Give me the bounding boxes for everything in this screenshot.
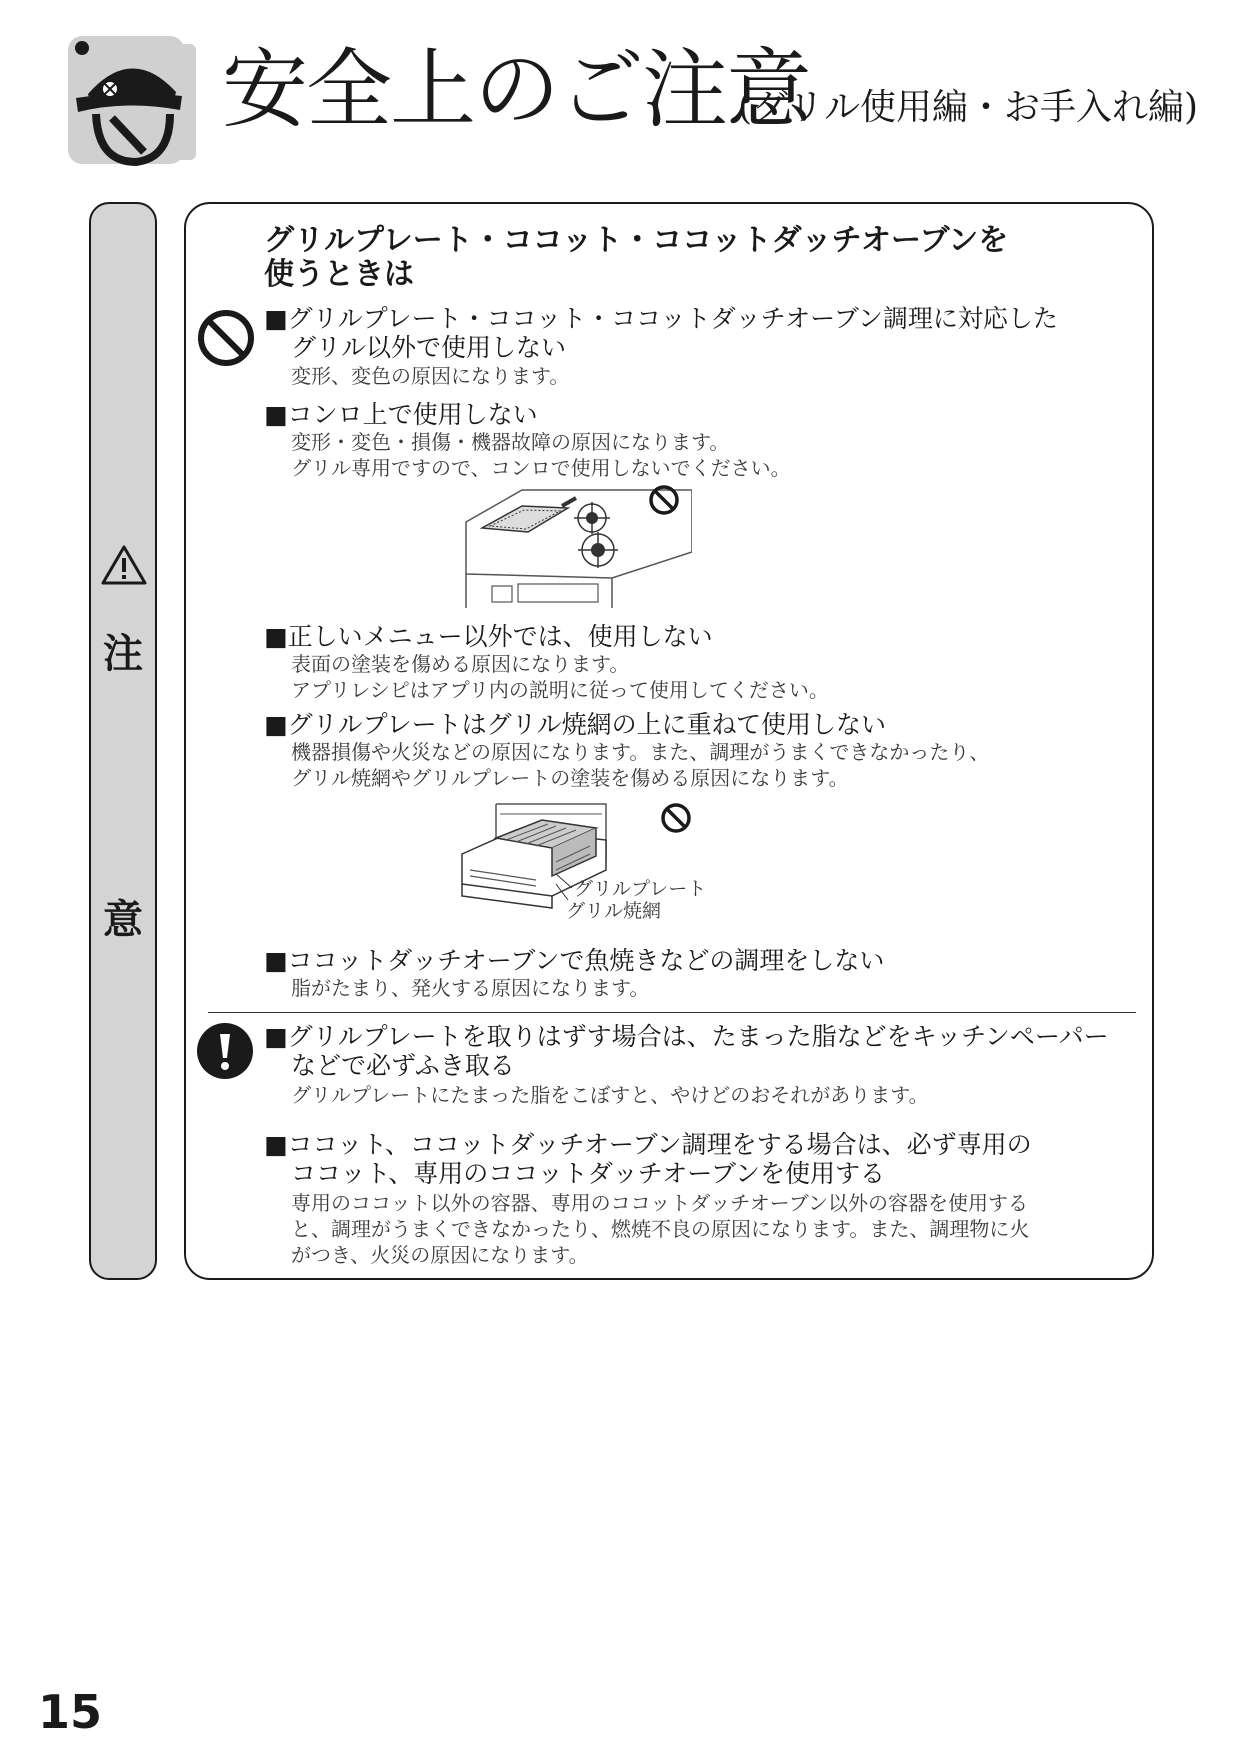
section-divider: [208, 1012, 1136, 1013]
caution-item-desc: 変形、変色の原因になります。: [291, 364, 570, 388]
side-tab-char: 意: [103, 897, 143, 943]
caution-item-desc: 表面の塗装を傷める原因になります。 アプリレシピはアプリ内の説明に従って使用してください。: [291, 652, 829, 702]
caution-item-desc: 機器損傷や火災などの原因になります。また、調理がうまくできなかったり、 グリル焼網やグリルプレートの塗装を傷める原因になります。: [291, 740, 990, 790]
caution-item-title: ■ココット、ココットダッチオーブン調理をする場合は、必ず専用の ココット、専用のココットダッチオーブンを使用する: [264, 1130, 1032, 1188]
caution-item-desc: 脂がたまり、発火する原因になります。: [291, 976, 650, 1000]
caution-item-title: ■ココットダッチオーブンで魚焼きなどの調理をしない: [264, 946, 885, 975]
side-tab: [89, 202, 157, 1280]
prohibited-icon: [660, 802, 692, 834]
warning-triangle-icon: [101, 544, 147, 586]
illustration-label: グリル焼網: [566, 900, 662, 922]
caution-item-desc: グリルプレートにたまった脂をこぼすと、やけどのおそれがあります。: [291, 1083, 929, 1107]
side-tab-char: 注: [103, 631, 143, 677]
chef-hat-icon: [66, 34, 198, 170]
page-number: 15: [38, 1685, 103, 1739]
illustration-label: グリルプレート: [574, 878, 707, 900]
caution-item-title: ■コンロ上で使用しない: [264, 400, 538, 429]
page-subtitle: (グリル使用編・お手入れ編): [738, 87, 1199, 128]
caution-item-title: ■グリルプレート・ココット・ココットダッチオーブン調理に対応した グリル以外で使用しない: [264, 304, 1058, 362]
section-heading: グリルプレート・ココット・ココットダッチオーブンを 使うときは: [264, 223, 1009, 292]
prohibited-icon: [648, 484, 680, 516]
caution-item-desc: 変形・変色・損傷・機器故障の原因になります。 グリル専用ですので、コンロで使用しないでください。: [291, 430, 791, 480]
caution-item-desc: 専用のココット以外の容器、専用のココットダッチオーブン以外の容器を使用する と、調理がうまくできなかったり、燃焼不良の原因になります。また、調理物に火 がつき、火災の原因になります。: [291, 1191, 1030, 1267]
caution-item-title: ■正しいメニュー以外では、使用しない: [264, 622, 713, 651]
page-title: 安全上のご注意: [222, 40, 810, 140]
mandatory-exclamation-icon: [196, 1022, 254, 1080]
prohibited-icon: [196, 308, 256, 368]
caution-item-title: ■グリルプレートはグリル焼網の上に重ねて使用しない: [264, 710, 886, 739]
caution-item-title: ■グリルプレートを取りはずす場合は、たまった脂などをキッチンペーパー などで必ずふき取る: [264, 1022, 1109, 1080]
